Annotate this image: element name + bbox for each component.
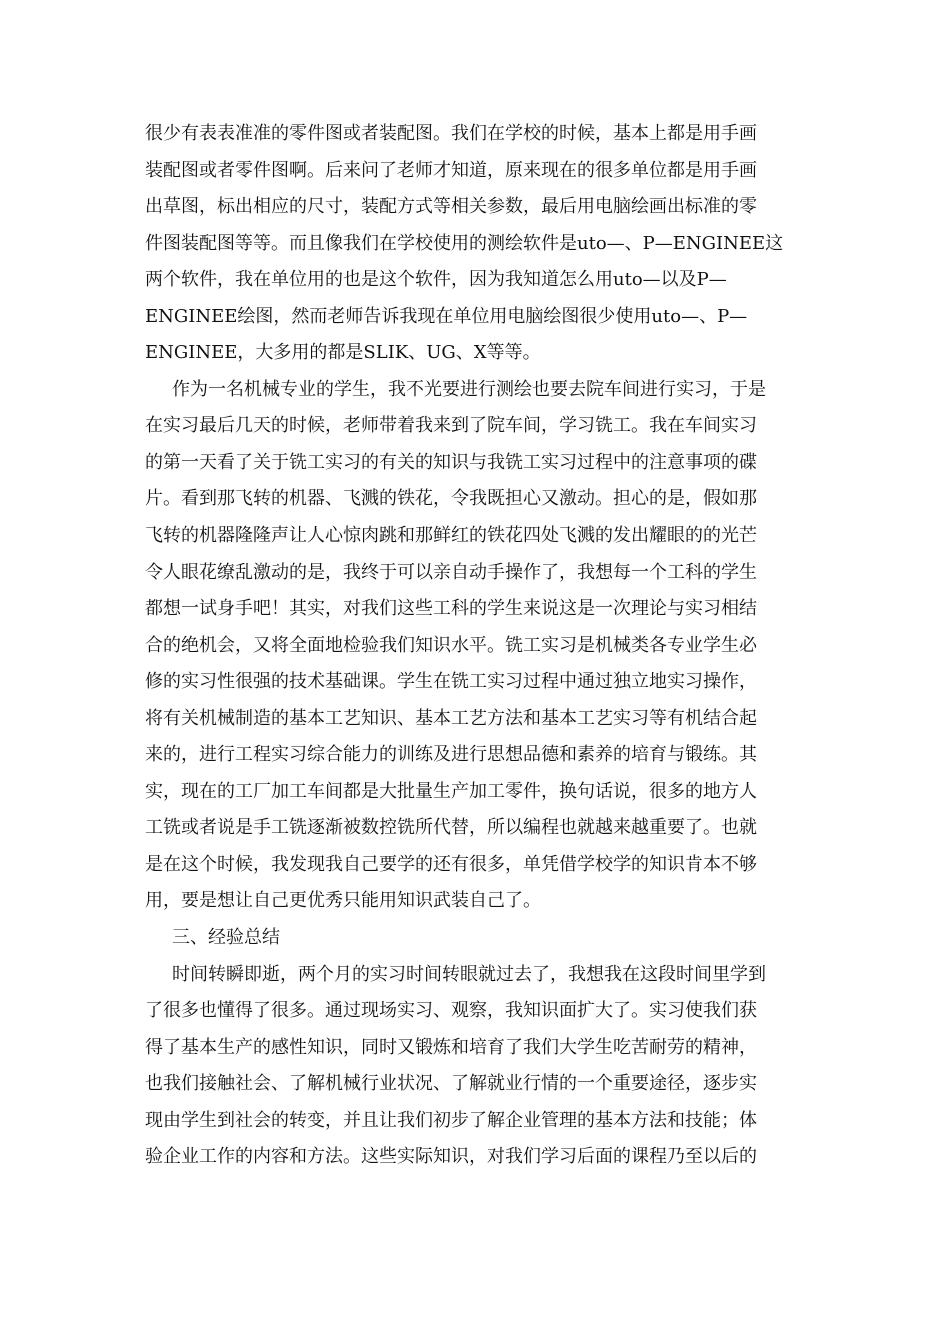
text-line: 合的绝机会，又将全面地检验我们知识水平。铣工实习是机械类各专业学生必: [145, 634, 757, 656]
text-line: 令人眼花缭乱激动的是，我终于可以亲自动手操作了，我想每一个工科的学生: [145, 561, 757, 583]
text-line: 修的实习性很强的技术基础课。学生在铣工实习过程中通过独立地实习操作，: [145, 671, 757, 693]
paragraph-start-line: 作为一名机械专业的学生，我不光要进行测绘也要去院车间进行实习，于是: [172, 378, 766, 400]
text-line: 很少有表表准准的零件图或者装配图。我们在学校的时候，基本上都是用手画: [145, 123, 757, 144]
text-line: 在实习最后几天的时候，老师带着我来到了院车间，学习铣工。我在车间实习: [145, 415, 757, 437]
text-line: ENGINEE，大多用的都是SLIK、UG、X等等。: [145, 342, 541, 364]
text-line: 两个软件，我在单位用的也是这个软件，因为我知道怎么用uto—以及P—: [145, 269, 727, 291]
text-line: 现由学生到社会的转变，并且让我们初步了解企业管理的基本方法和技能；体: [145, 1109, 757, 1131]
text-line: 飞转的机器隆隆声让人心惊肉跳和那鲜红的铁花四处飞溅的发出耀眼的的光芒: [145, 525, 757, 547]
text-line: 也我们接触社会、了解机械行业状况、了解就业行情的一个重要途径，逐步实: [145, 1073, 757, 1095]
section-heading: 三、经验总结: [172, 927, 280, 949]
text-line: 实，现在的工厂加工车间都是大批量生产加工零件，换句话说，很多的地方人: [145, 780, 757, 802]
text-line: 装配图或者零件图啊。后来问了老师才知道，原来现在的很多单位都是用手画: [145, 159, 757, 181]
text-line: 来的，进行工程实习综合能力的训练及进行思想品德和素养的培育与锻练。其: [145, 744, 757, 766]
paragraph-start-line: 时间转瞬即逝，两个月的实习时间转眼就过去了，我想我在这段时间里学到: [172, 963, 766, 985]
document-page: [145, 116, 810, 1176]
text-line: 都想一试身手吧！其实，对我们这些工科的学生来说这是一次理论与实习相结: [145, 598, 757, 620]
text-line: 了很多也懂得了很多。通过现场实习、观察，我知识面扩大了。实习使我们获: [145, 1000, 757, 1022]
text-line: 是在这个时候，我发现我自己要学的还有很多，单凭借学校学的知识肯本不够: [145, 853, 757, 875]
text-line: 出草图，标出相应的尺寸，装配方式等相关参数，最后用电脑绘画出标准的零: [145, 196, 757, 218]
text-line: 工铣或者说是手工铣逐渐被数控铣所代替，所以编程也就越来越重要了。也就: [145, 817, 757, 839]
text-line: 用，要是想让自己更优秀只能用知识武装自己了。: [145, 890, 541, 912]
text-line: 件图装配图等等。而且像我们在学校使用的测绘软件是uto—、P—ENGINEE这: [145, 232, 784, 254]
text-line: ENGINEE绘图，然而老师告诉我现在单位用电脑绘图很少使用uto—、P—: [145, 305, 748, 327]
text-line: 得了基本生产的感性知识，同时又锻炼和培育了我们大学生吃苦耐劳的精神，: [145, 1036, 757, 1058]
text-line: 的第一天看了关于铣工实习的有关的知识与我铣工实习过程中的注意事项的碟: [145, 451, 757, 473]
text-line: 片。看到那飞转的机器、飞溅的铁花，令我既担心又激动。担心的是，假如那: [145, 488, 757, 510]
text-line: 将有关机械制造的基本工艺知识、基本工艺方法和基本工艺实习等有机结合起: [145, 707, 757, 729]
text-line: 验企业工作的内容和方法。这些实际知识，对我们学习后面的课程乃至以后的: [145, 1146, 757, 1168]
